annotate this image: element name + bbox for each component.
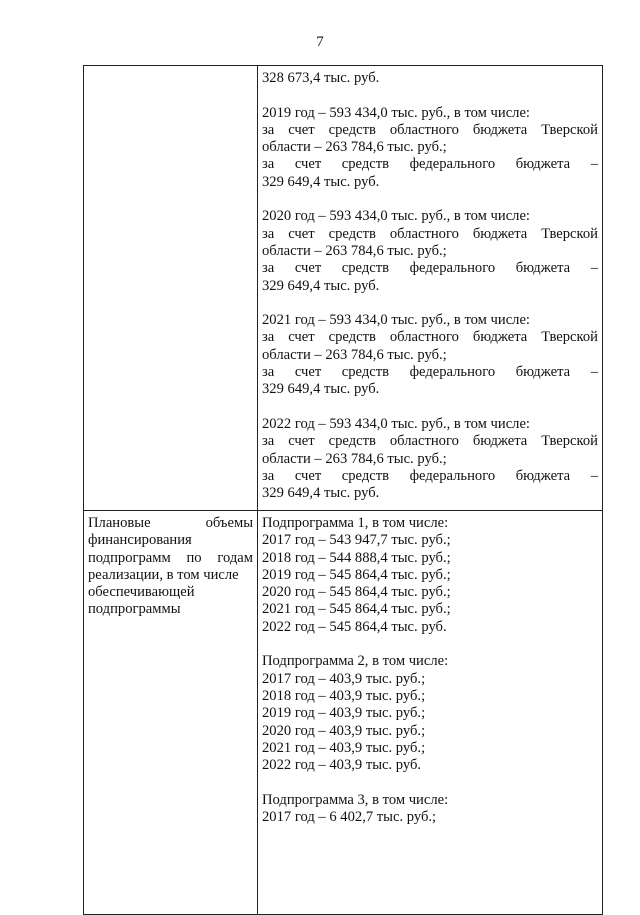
year-block-2021: [262, 312, 598, 398]
regional-budget-amount: области – 263 784,6 тыс. руб.;: [262, 450, 447, 467]
left-label-line: реализации, в том числе: [88, 566, 239, 583]
subprogram-heading: Подпрограмма 1, в том числе:: [262, 515, 449, 531]
list-item: 2017 год – 403,9 тыс. руб.;: [262, 670, 426, 687]
row2-left-cell: [84, 511, 258, 915]
regional-budget-line: за счет средств областного бюджета Тверской: [262, 433, 598, 450]
list-item: 2017 год – 6 402,7 тыс. руб.;: [262, 809, 437, 826]
row1-left-cell: [84, 66, 258, 511]
list-item: 2018 год – 403,9 тыс. руб.;: [262, 687, 426, 704]
federal-budget-amount: 329 649,4 тыс. руб.: [262, 485, 380, 502]
subprogram-1-block: [262, 515, 598, 636]
federal-budget-line: за счет средств федерального бюджета –: [262, 467, 598, 484]
year-heading: 2022 год – 593 434,0 тыс. руб., в том числе:: [262, 415, 530, 432]
left-label-line: финансирования: [88, 532, 192, 549]
subprogram-heading: Подпрограмма 2, в том числе:: [262, 653, 449, 670]
year-block-2019: [262, 105, 598, 191]
row1-right-cell: [258, 66, 603, 511]
federal-budget-line: за счет средств федерального бюджета –: [262, 364, 598, 381]
subprogram-3-block: [262, 792, 598, 827]
list-item: 2017 год – 543 947,7 тыс. руб.;: [262, 532, 451, 549]
year-block-2022: [262, 416, 598, 502]
regional-budget-line: за счет средств областного бюджета Тверской: [262, 329, 598, 346]
regional-budget-amount: области – 263 784,6 тыс. руб.;: [262, 139, 447, 156]
list-item: 2019 год – 403,9 тыс. руб.;: [262, 705, 426, 722]
year-heading: 2020 год – 593 434,0 тыс. руб., в том числе:: [262, 208, 530, 225]
left-label-line: подпрограмм по годам: [88, 549, 253, 566]
left-label-line: Плановые объемы: [88, 515, 253, 531]
list-item: 2022 год – 403,9 тыс. руб.: [262, 757, 422, 774]
list-item: 2021 год – 403,9 тыс. руб.;: [262, 739, 426, 756]
page-number: 7: [316, 34, 324, 50]
financing-table: [83, 65, 603, 915]
list-item: 2022 год – 545 864,4 тыс. руб.: [262, 618, 447, 635]
left-label-line: подпрограммы: [88, 601, 181, 618]
left-label-line: обеспечивающей: [88, 584, 195, 601]
list-item: 2020 год – 545 864,4 тыс. руб.;: [262, 584, 451, 601]
list-item: 2019 год – 545 864,4 тыс. руб.;: [262, 566, 451, 583]
regional-budget-line: за счет средств областного бюджета Тверской: [262, 225, 598, 242]
federal-budget-amount: 329 649,4 тыс. руб.: [262, 173, 380, 190]
year-block-2020: [262, 208, 598, 294]
regional-budget-amount: области – 263 784,6 тыс. руб.;: [262, 346, 447, 363]
regional-budget-line: за счет средств областного бюджета Тверской: [262, 121, 598, 138]
federal-budget-amount: 329 649,4 тыс. руб.: [262, 277, 380, 294]
year-heading: 2019 год – 593 434,0 тыс. руб., в том числе:: [262, 104, 530, 121]
regional-budget-amount: области – 263 784,6 тыс. руб.;: [262, 242, 447, 259]
list-item: 2020 год – 403,9 тыс. руб.;: [262, 722, 426, 739]
carryover-amount: 328 673,4 тыс. руб.: [262, 70, 380, 86]
year-heading: 2021 год – 593 434,0 тыс. руб., в том числе:: [262, 312, 530, 329]
row2-right-cell: [258, 511, 603, 915]
federal-budget-line: за счет средств федерального бюджета –: [262, 260, 598, 277]
table-row: [84, 66, 603, 511]
federal-budget-line: за счет средств федерального бюджета –: [262, 156, 598, 173]
list-item: 2021 год – 545 864,4 тыс. руб.;: [262, 601, 451, 618]
federal-budget-amount: 329 649,4 тыс. руб.: [262, 381, 380, 398]
subprogram-heading: Подпрограмма 3, в том числе:: [262, 791, 449, 808]
list-item: 2018 год – 544 888,4 тыс. руб.;: [262, 549, 451, 566]
subprogram-2-block: [262, 653, 598, 774]
table-row: [84, 511, 603, 915]
